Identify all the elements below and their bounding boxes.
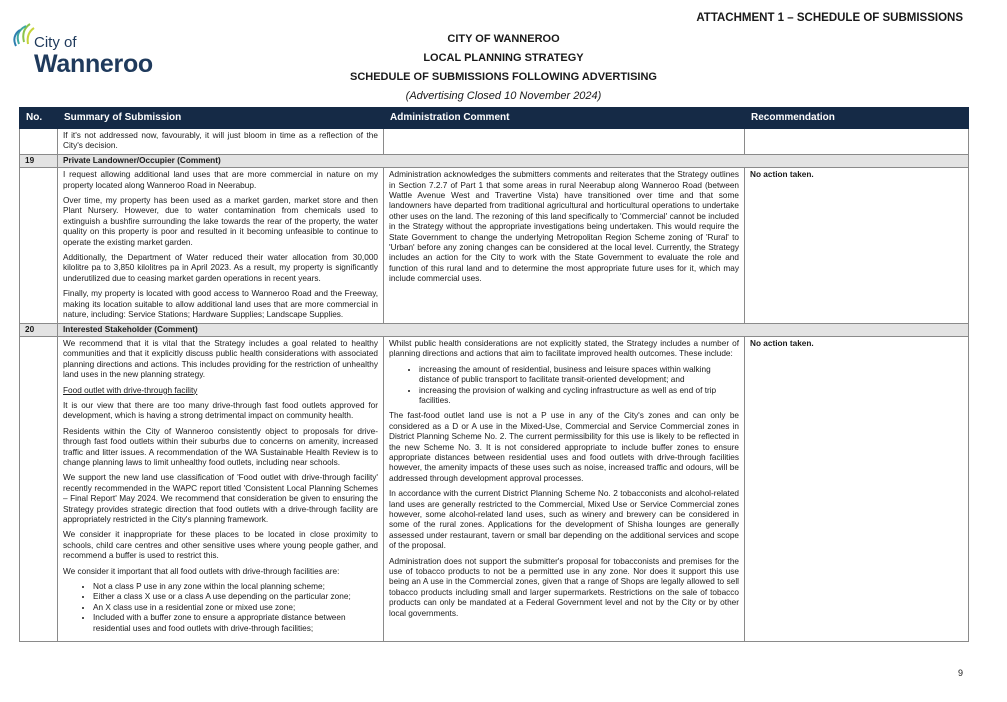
- summary-paragraph: It is our view that there are too many drive-through fast food outlets approved for development, which is having a strong detrimental impact on community health.: [63, 400, 378, 421]
- list-item: • increasing the provision of walking and cycling infrastructure as well as end of trip facilities.: [419, 386, 739, 407]
- comment-paragraph: Whilst public health considerations are not explicitly stated, the Strategy includes a number of planning directions and actions that aim to facilitate improved health outcomes. These include:: [389, 338, 739, 359]
- page-number: 9: [957, 668, 963, 678]
- attachment-label: ATTACHMENT 1 – SCHEDULE OF SUBMISSIONS: [696, 12, 963, 24]
- submissions-table: [19, 107, 969, 642]
- summary-paragraph: We consider it inappropriate for these places to be located in close proximity to schools, child care centres and other sensitive uses where young people gather, and recommend a buffer is used to restrict this.: [63, 530, 378, 561]
- summary-paragraph: We recommend that it is vital that the Strategy includes a goal related to healthy communities and that it explicitly discuss public health considerations with associated planning directions and actions. This includes providing for the restriction of unhealthy land uses in the new planning strategy.: [63, 338, 378, 380]
- summary-bullet-list: [63, 582, 378, 634]
- submission-19-header: [20, 154, 969, 167]
- logo-wanneroo-text: Wanneroo: [34, 50, 153, 78]
- table-row: [20, 129, 969, 155]
- document-heading: [0, 30, 1007, 106]
- summary-subheading: Food outlet with drive-through facility: [63, 385, 198, 395]
- table-row: [20, 168, 969, 323]
- submission-title: Private Landowner/Occupier (Comment): [58, 154, 969, 167]
- heading-subtitle: (Advertising Closed 10 November 2024): [405, 90, 602, 102]
- comment-bullet-list: [389, 365, 739, 407]
- list-item: • Not a class P use in any zone within the local planning scheme;: [93, 582, 378, 592]
- comment-paragraph: Administration does not support the submitter's proposal for tobacconists and premises for the use of tobacco products to not be a permitted use in any zone. Nor does it support this use being an A use in the Commercial zones, given that a range of Shops are legally allowed to sell tobacco products including small and larger supermarkets. Restrictions on the sale of tobacco products can only be mandated at a Federal Government level and not by the City or by other local governments.: [389, 556, 739, 618]
- summary-paragraph: Residents within the City of Wanneroo consistently object to proposals for drive-through fast food outlets within their suburbs due to concerns on amenity, increased traffic and litter issues. A recommendation of the WA Sustainable Health Review is to change planning laws to limit unhealthy food outlets, including near schools.: [63, 426, 378, 467]
- submission-19-recommendation: [745, 168, 969, 323]
- summary-paragraph: We support the new land use classification of 'Food outlet with drive-through facility' recently recommended in the WAPC report titled 'Consistent Local Planning Schemes – Final Report' May 2024. We recommend that consideration be given to ensuring the Strategy provides strategic direction that food outlets with a drive-through facility are appropriately restricted in the City's planning framework.: [63, 473, 378, 524]
- list-item: • Either a class X use or a class A use depending on the particular zone;: [93, 592, 378, 602]
- summary-paragraph: We consider it important that all food outlets with drive-through facilities are:: [63, 566, 340, 576]
- submission-number: 20: [20, 323, 58, 336]
- column-header-summary: Summary of Submission: [58, 108, 384, 129]
- summary-paragraph: Finally, my property is located with good access to Wanneroo Road and the Freeway, making its location suitable to allow additional land uses that are more commercial in nature, including: Service Stations; Hardware Supplies; Landscape Supplies.: [63, 289, 378, 320]
- summary-paragraph: I request allowing additional land uses that are more commercial in nature on my property located along Wanneroo Road in Neerabup.: [63, 170, 378, 190]
- table-row: [20, 336, 969, 641]
- list-item: • Included with a buffer zone to ensure a appropriate distance between residential uses and food outlets with drive-through facilities;: [93, 613, 378, 634]
- comment-paragraph: In accordance with the current District Planning Scheme No. 2 tobacconists and alcohol-related land uses are generally restricted to the Commercial, Mixed Use or Service Commercial zones however, some alcohol-related land uses, such as winery and brewery can be considered in some of the rural zones. Applications for the development of Shisha lounges are generally assessed under restaurant, tavern or small bar depending on the additional services and scope of the proposal.: [389, 489, 739, 551]
- submission-20-recommendation: [745, 336, 969, 641]
- submission-19-summary: [58, 168, 384, 323]
- column-header-no: No.: [20, 108, 58, 129]
- submission-20-comment: [384, 336, 745, 641]
- summary-paragraph: Over time, my property has been used as a market garden, market store and then Plant Nursery. However, due to water contamination from chemicals used to extinguish a bushfire surrounding the lake towards the rear of the property, the water quality on this property is poor and resulted in it becoming unfeasible to continue to operate the existing market garden.: [63, 196, 378, 247]
- heading-line-2: LOCAL PLANNING STRATEGY: [423, 52, 584, 64]
- column-header-comment: Administration Comment: [384, 108, 745, 129]
- list-item: • An X class use in a residential zone or mixed use zone;: [93, 603, 378, 613]
- submission-20-summary: [58, 336, 384, 641]
- table-header-row: [20, 108, 969, 129]
- summary-paragraph: Additionally, the Department of Water reduced their water allocation from 30,000 kilolitre pa to 3,850 kilolitres pa in April 2023. As a result, my property is significantly underutilized due to ceasing market garden operations in recent years.: [63, 253, 378, 283]
- comment-paragraph: Administration acknowledges the submitters comments and reiterates that the Strategy outlines in Section 7.2.7 of Part 1 that some areas in rural Neerabup along Wanneroo Road (between Wattle Avenue West and Travertine Vista) have transitioned over time and that some landowners have departed from traditional agricultural and horticultural operations to undertake other uses on the land. The rezoning of this land specifically to 'Commercial' cannot be included in the Strategy without the appropriate investigations being undertaken. This would require the State Government to change the underlying Metropolitan Region Scheme zoning of 'Rural' to 'Urban' before any zoning changes can be considered at the local level. Currently, the Strategy includes an action for the City to work with the State Government to evaluate the role and function of this rural land and to determine the most appropriate future uses for it, which may include commercial uses.: [389, 170, 739, 284]
- submission-20-header: [20, 323, 969, 336]
- heading-line-1: CITY OF WANNEROO: [447, 33, 560, 45]
- logo-city-text: City of: [34, 34, 77, 51]
- submission-19-comment: [384, 168, 745, 323]
- list-item: • increasing the amount of residential, business and leisure spaces within walking distance of public transport to facilitate transit-oriented development; and: [419, 365, 739, 386]
- continued-summary: If it's not addressed now, favourably, it will just bloom in time as a reflection of the City's decision.: [63, 131, 378, 151]
- comment-paragraph: The fast-food outlet land use is not a P use in any of the City's zones and can only be considered as a D or A use in the Mixed-Use, Commercial and Service Commercial zones in District Planning Scheme No. 2. The current permissibility for this use is likely to be reflected in the new Scheme No. 3. It is not considered appropriate to include buffer zones to ensure appropriate distances between residential uses and food outlets with drive-through facilities however, the amenity impacts of these uses such as noise, increased traffic and odours, will be addressed through development approval processes.: [389, 411, 739, 483]
- submission-title: Interested Stakeholder (Comment): [58, 323, 969, 336]
- heading-line-3: SCHEDULE OF SUBMISSIONS FOLLOWING ADVERTISING: [350, 71, 657, 83]
- recommendation-text: No action taken.: [750, 338, 814, 348]
- submission-number: 19: [20, 154, 58, 167]
- column-header-recommendation: Recommendation: [745, 108, 969, 129]
- recommendation-text: No action taken.: [750, 170, 814, 180]
